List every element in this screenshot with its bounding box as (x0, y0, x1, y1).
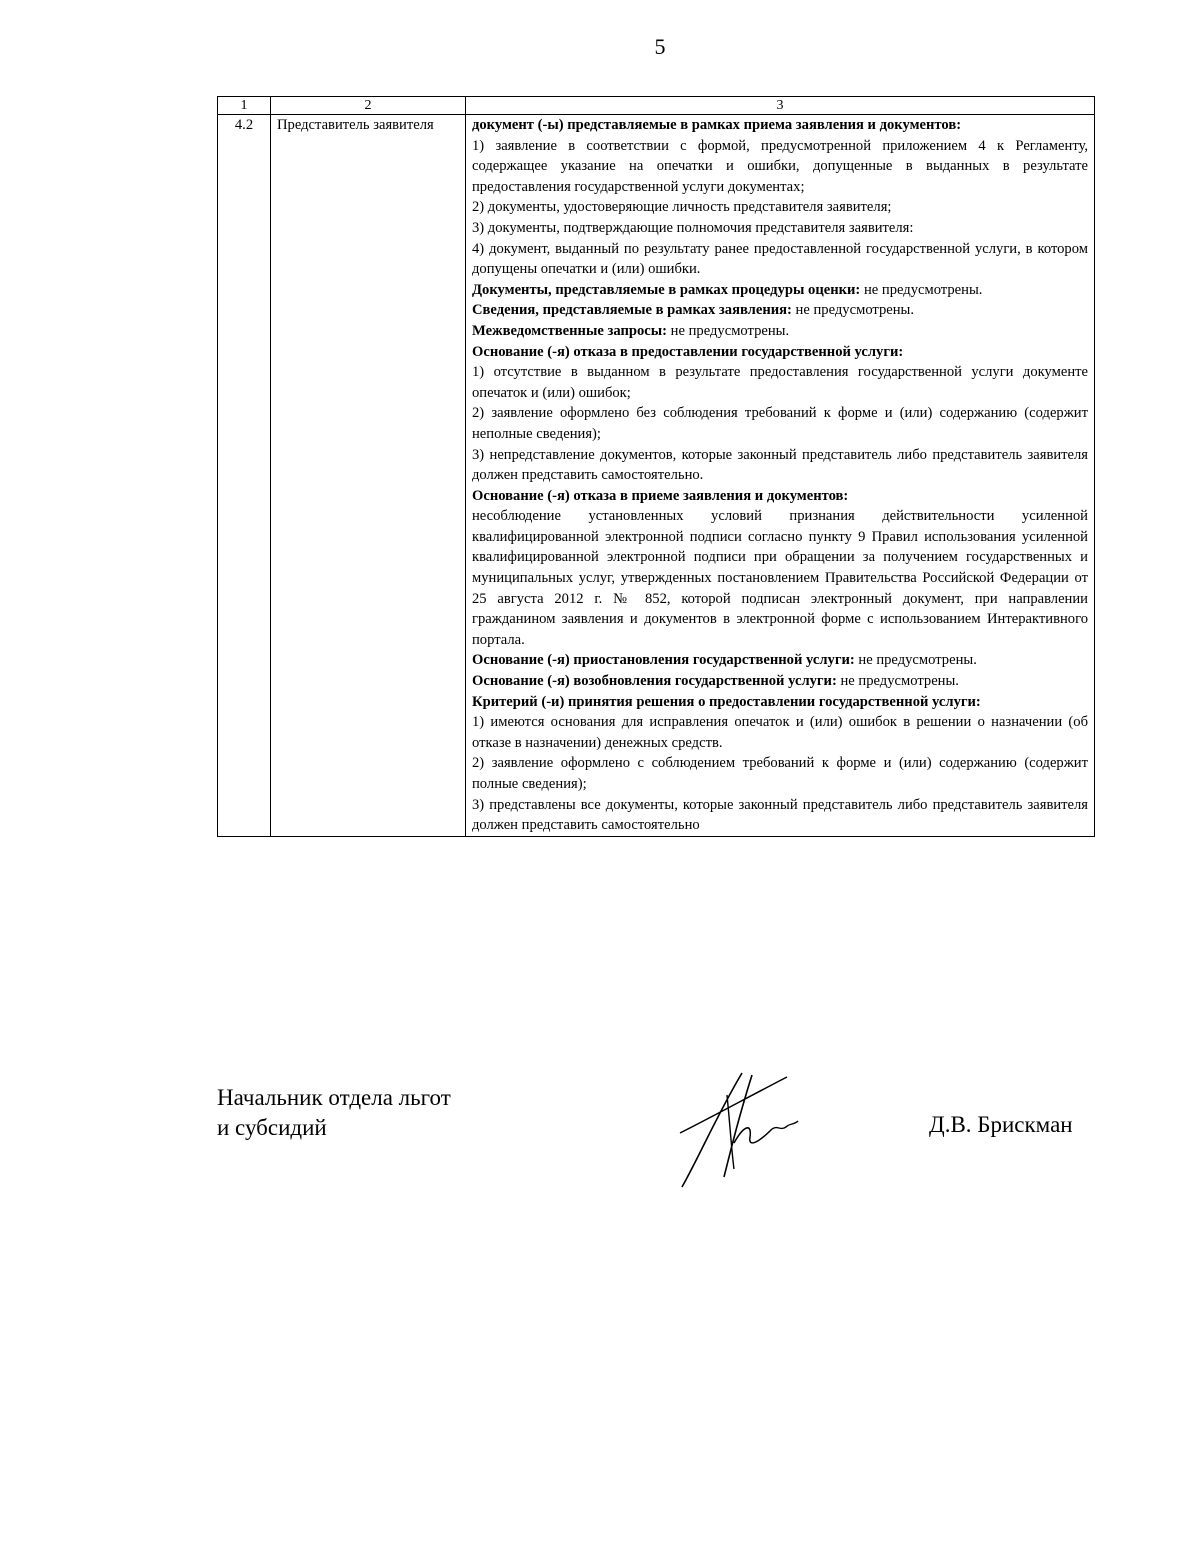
paragraph-value: не предусмотрены. (836, 673, 959, 690)
description-paragraph (472, 650, 1088, 671)
description-paragraph (472, 280, 1088, 301)
description-paragraph: 4) документ, выданный по результату ранее предоставленной государственной услуги, в котором допущены опечатки и (или) ошибки. (472, 240, 1088, 278)
description-paragraph: 2) документы, удостоверяющие личность представителя заявителя; (472, 199, 892, 216)
paragraph-heading: Сведения, представляемые в рамках заявления: (472, 302, 792, 319)
column-header-1: 1 (218, 97, 271, 115)
description-paragraph: 1) отсутствие в выданном в результате предоставления государственной услуги документе опечаток и (или) ошибок; (472, 364, 1088, 401)
description-paragraph: 1) заявление в соответствии с формой, предусмотренной приложением 4 к Регламенту, содержащее указание на опечатки и ошибки, допущенные в выданных в результате предоставления государственной услуги документах; (472, 137, 1088, 195)
signer-position-line-2: и субсидий (217, 1115, 327, 1140)
description-paragraph: несоблюдение установленных условий признания действительности усиленной квалифицированной электронной подписи согласно пункту 9 Правил использования усиленной квалифицированной электронной подписи при обращении за получением государственных и муниципальных услуг, утвержденных постановлением Правительства Российской Федерации от 25 августа 2012 г. № 852, которой подписан электронный документ, при направлении гражданином заявления и документов в электронной форме с использованием Интерактивного портала. (472, 508, 1088, 648)
description-paragraph (472, 300, 1088, 321)
description-paragraph: Основание (-я) отказа в приеме заявления и документов: (472, 487, 849, 504)
page-number: 5 (654, 34, 666, 59)
description-paragraph (472, 671, 1088, 692)
description-paragraph: документ (-ы) представляемые в рамках приема заявления и документов: (472, 117, 962, 133)
paragraph-value: не предусмотрены. (854, 652, 977, 669)
description-paragraph: 3) представлены все документы, которые законный представитель либо представитель заявителя должен представить самостоятельно (472, 796, 1088, 834)
paragraph-heading: Основание (-я) возобновления государственной услуги: (472, 673, 837, 690)
description-paragraph: Критерий (-и) принятия решения о предоставлении государственной услуги: (472, 693, 981, 710)
service-table (217, 96, 1095, 837)
signer-name: Д.В. Брискман (929, 1112, 1073, 1137)
row-description (466, 115, 1095, 837)
handwritten-signature (672, 1065, 802, 1200)
table-header-row (218, 97, 1095, 115)
column-header-2: 2 (271, 97, 466, 115)
description-paragraph: 3) непредставление документов, которые законный представитель либо представитель заявителя должен представить самостоятельно. (472, 446, 1088, 484)
description-paragraph: 2) заявление оформлено с соблюдением требований к форме и (или) содержанию (содержит полные сведения); (472, 755, 1088, 792)
paragraph-heading: Документы, представляемые в рамках процедуры оценки: (472, 281, 861, 298)
row-number: 4.2 (218, 115, 271, 837)
description-paragraph: Основание (-я) отказа в предоставлении государственной услуги: (472, 343, 904, 360)
signer-position-line-1: Начальник отдела льгот (217, 1085, 451, 1110)
column-header-3: 3 (466, 97, 1095, 115)
description-paragraph: 3) документы, подтверждающие полномочия представителя заявителя: (472, 219, 914, 236)
description-paragraph: 2) заявление оформлено без соблюдения требований к форме и (или) содержанию (содержит неполные сведения); (472, 405, 1088, 442)
signature-block (217, 1083, 451, 1143)
paragraph-value: не предусмотрены. (860, 281, 983, 298)
paragraph-value: не предусмотрены. (791, 302, 915, 319)
paragraph-value: не предусмотрены. (667, 322, 790, 339)
paragraph-heading: Межведомственные запросы: (472, 322, 668, 339)
table-row (218, 115, 1095, 837)
row-applicant-type: Представитель заявителя (271, 115, 466, 837)
description-paragraph (472, 321, 1088, 342)
description-paragraph: 1) имеются основания для исправления опечаток и (или) ошибок в решении о назначении (об отказе в назначении) денежных средств. (472, 714, 1088, 751)
paragraph-heading: Основание (-я) приостановления государственной услуги: (472, 652, 855, 669)
